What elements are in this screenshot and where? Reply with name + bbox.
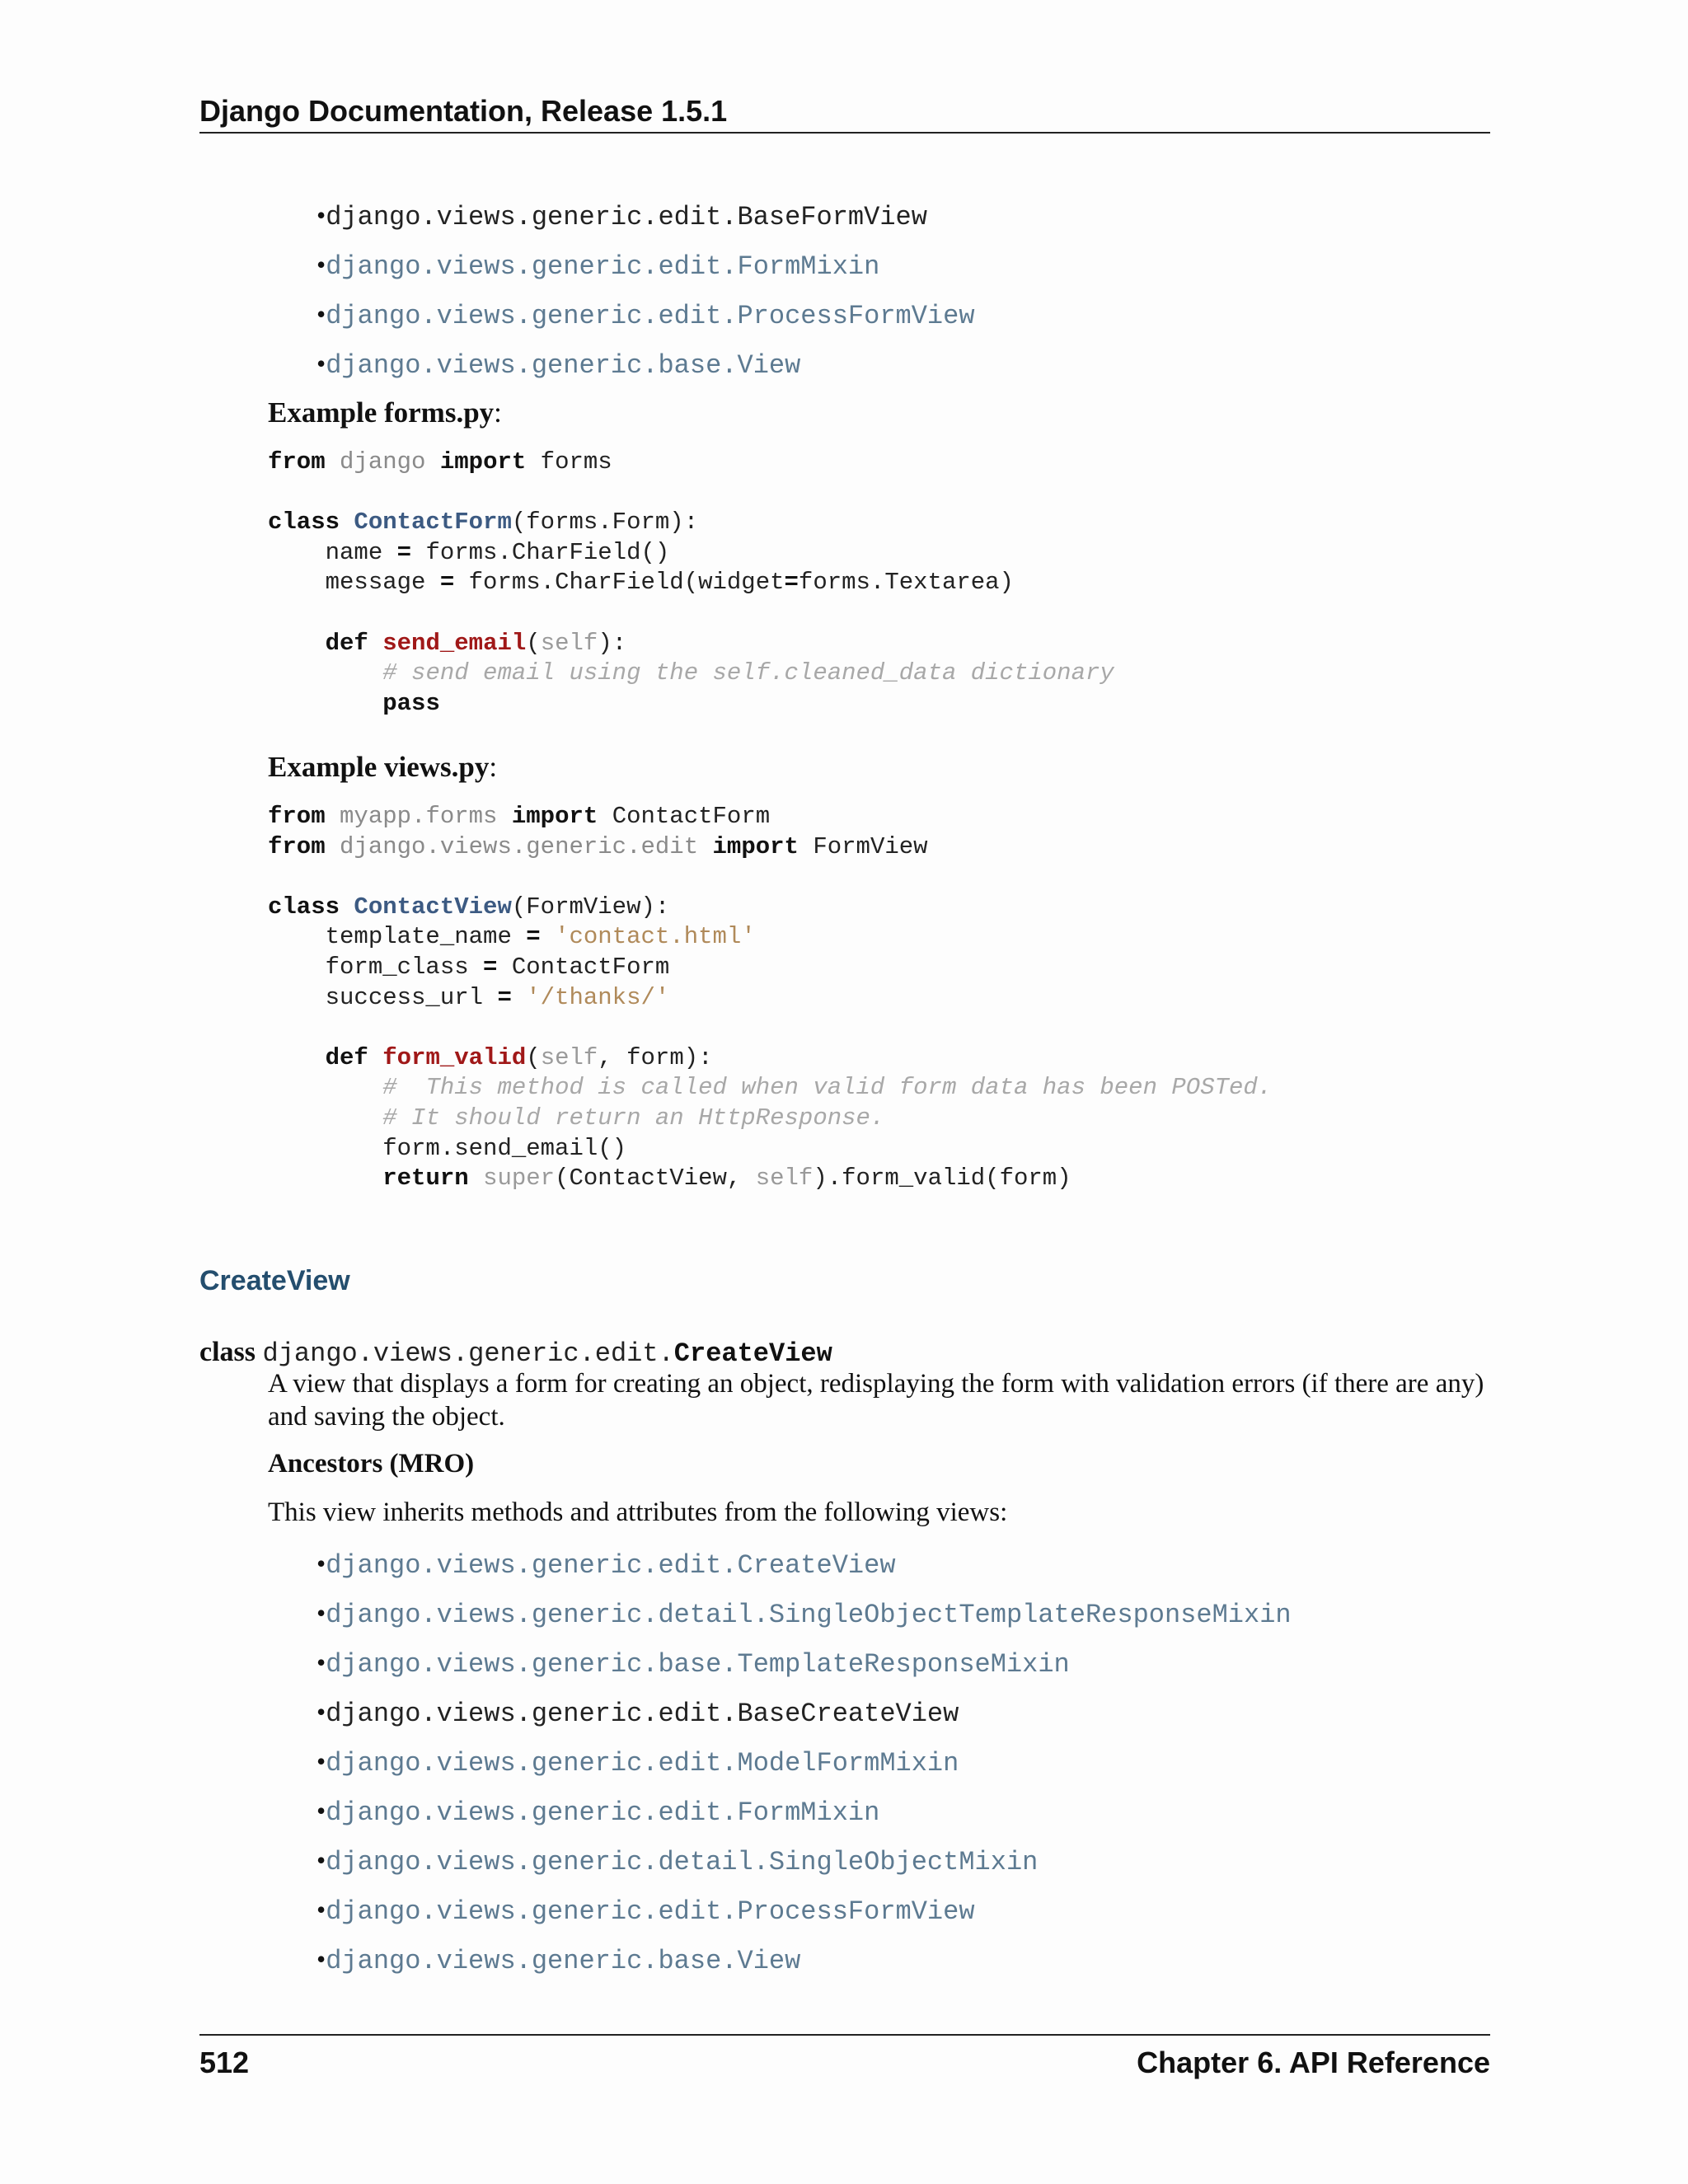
list-item[interactable] bbox=[316, 1893, 1292, 1943]
list-item[interactable] bbox=[316, 1745, 1292, 1794]
list-item bbox=[316, 199, 975, 248]
page-header bbox=[199, 91, 1490, 134]
bullet-icon: • bbox=[316, 1598, 326, 1628]
section-heading-createview[interactable]: CreateView bbox=[199, 1265, 350, 1296]
bullet-icon: • bbox=[316, 349, 326, 378]
class-link[interactable]: django.views.generic.edit.CreateView bbox=[326, 1550, 896, 1581]
list-item[interactable] bbox=[316, 248, 975, 298]
mro-intro: This view inherits methods and attributes from the following views: bbox=[268, 1497, 1008, 1527]
class-link[interactable]: django.views.generic.edit.FormMixin bbox=[326, 1797, 880, 1828]
views-example-label: Example views.py: bbox=[268, 751, 498, 783]
list-item[interactable] bbox=[316, 1943, 1292, 1992]
class-signature: class django.views.generic.edit.CreateView bbox=[199, 1337, 832, 1369]
code-string: '/thanks/' bbox=[526, 983, 670, 1011]
class-description: A view that displays a form for creating an object, redisplaying the form with validation errors (if there are any) and saving the object. bbox=[268, 1369, 1484, 1432]
code-module: django bbox=[340, 448, 426, 476]
bullet-icon: • bbox=[316, 1746, 326, 1776]
class-link[interactable]: django.views.generic.edit.ProcessFormView bbox=[326, 1896, 975, 1927]
code-class-name: ContactForm bbox=[354, 509, 512, 537]
list-item[interactable] bbox=[316, 1646, 1292, 1695]
code-keyword: import bbox=[439, 448, 527, 476]
document-title: Django Documentation, Release 1.5.1 bbox=[199, 94, 728, 128]
class-link[interactable]: django.views.generic.edit.FormMixin bbox=[326, 251, 880, 282]
mro-heading: Ancestors (MRO) bbox=[268, 1449, 475, 1479]
chapter-title: Chapter 6. API Reference bbox=[1137, 2046, 1490, 2079]
bullet-icon: • bbox=[316, 1697, 326, 1727]
views-code-block: from myapp.forms import ContactForm from django.views.generic.edit import FormView class ContactView(FormView): template_name = 'contact.html' form_class = ContactForm success_url = '/thanks/' def form_valid(self, form): # This method is called when valid form data has been POSTed. # It should return an HttpResponse. form.send_email() return super(ContactView, self).form_valid(form) bbox=[268, 803, 1273, 1193]
bullet-icon: • bbox=[316, 1845, 326, 1875]
forms-example-label: Example forms.py: bbox=[268, 396, 502, 429]
class-link[interactable]: django.views.generic.detail.SingleObjectTemplateResponseMixin bbox=[326, 1600, 1292, 1630]
bullet-icon: • bbox=[316, 1796, 326, 1825]
list-item[interactable] bbox=[316, 1794, 1292, 1844]
class-link[interactable]: django.views.generic.edit.ModelFormMixin bbox=[326, 1748, 959, 1779]
list-item[interactable] bbox=[316, 1844, 1292, 1893]
class-link[interactable]: django.views.generic.base.View bbox=[326, 1946, 801, 1976]
bullet-icon: • bbox=[316, 1895, 326, 1924]
bullet-icon: • bbox=[316, 299, 326, 329]
code-keyword: class bbox=[268, 509, 340, 537]
class-reference: django.views.generic.edit.BaseFormView bbox=[326, 202, 927, 232]
bullet-icon: • bbox=[316, 1549, 326, 1578]
class-link[interactable]: django.views.generic.detail.SingleObjectMixin bbox=[326, 1847, 1039, 1877]
list-item bbox=[316, 1695, 1292, 1745]
bullet-icon: • bbox=[316, 250, 326, 279]
page-number: 512 bbox=[199, 2046, 250, 2079]
code-string: 'contact.html' bbox=[555, 923, 756, 951]
code-comment: # send email using the self.cleaned_data dictionary bbox=[382, 659, 1114, 687]
list-item[interactable] bbox=[316, 347, 975, 396]
code-keyword: def bbox=[325, 629, 368, 657]
bullet-icon: • bbox=[316, 1944, 326, 1974]
list-item[interactable] bbox=[316, 1596, 1292, 1646]
code-class-name: ContactView bbox=[354, 893, 512, 921]
class-reference: django.views.generic.edit.BaseCreateView bbox=[326, 1699, 959, 1729]
bullet-icon: • bbox=[316, 200, 326, 230]
code-keyword: from bbox=[268, 448, 326, 476]
code-function-name: send_email bbox=[382, 629, 527, 657]
bullet-icon: • bbox=[316, 1647, 326, 1677]
list-item[interactable] bbox=[316, 298, 975, 347]
page-footer bbox=[199, 2034, 1490, 2085]
class-link[interactable]: django.views.generic.base.View bbox=[326, 350, 801, 381]
code-function-name: form_valid bbox=[382, 1043, 527, 1071]
ancestors-list-formview bbox=[316, 199, 975, 396]
code-keyword: pass bbox=[382, 689, 440, 717]
forms-code-block: from django import forms class ContactForm(forms.Form): name = forms.CharField() message = forms.CharField(widget=forms.Textarea) def send_email(self): # send email using the self.cleaned_data dictionary pass bbox=[268, 448, 1114, 717]
list-item[interactable] bbox=[316, 1547, 1292, 1596]
ancestors-list-createview bbox=[316, 1547, 1292, 1992]
class-link[interactable]: django.views.generic.edit.ProcessFormView bbox=[326, 301, 975, 331]
class-name: CreateView bbox=[673, 1338, 832, 1369]
class-link[interactable]: django.views.generic.base.TemplateResponseMixin bbox=[326, 1649, 1070, 1680]
